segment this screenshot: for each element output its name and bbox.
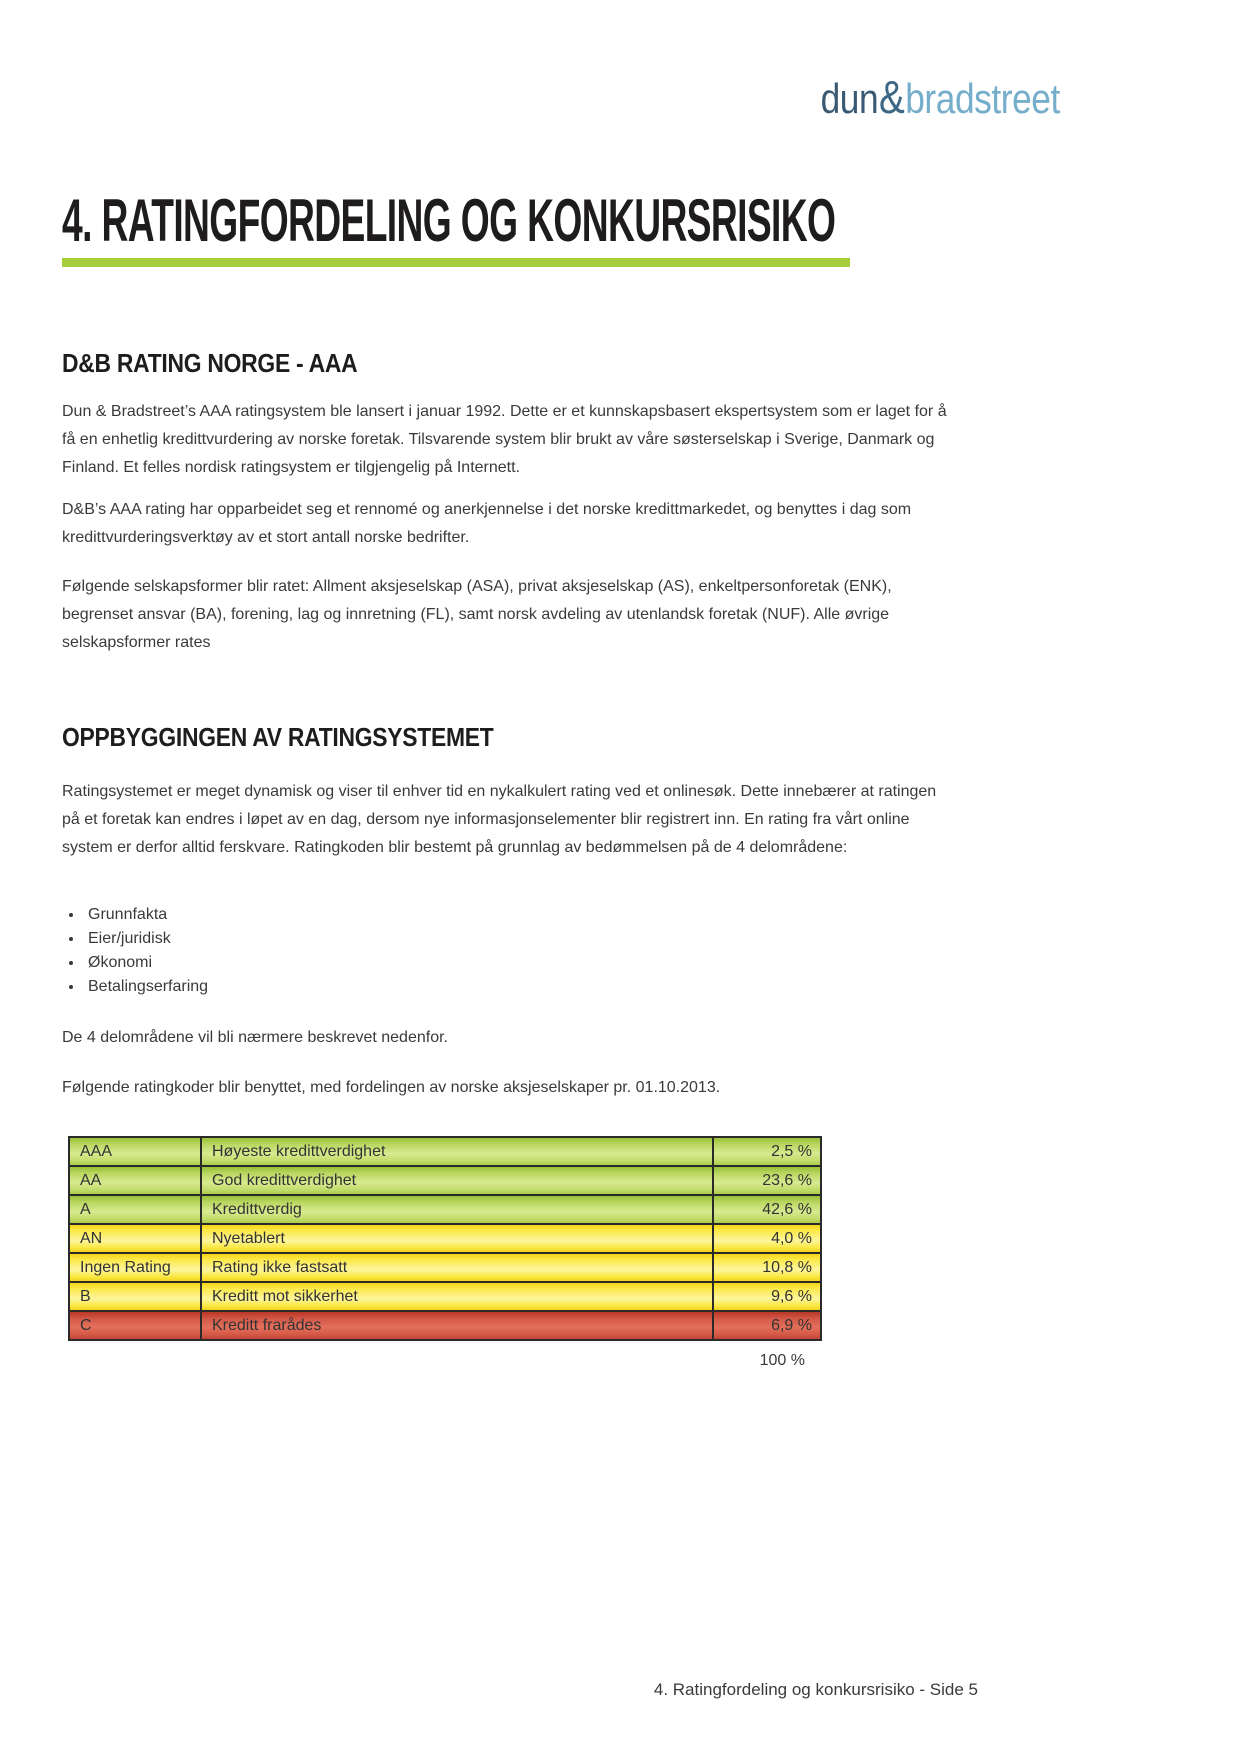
paragraph-rating-reputation: D&B’s AAA rating har opparbeidet seg et rennomé og anerkjennelse i det norske kredittmarkedet, og benyttes i dag som kredittvurderingsverktøy av et stort antall norske bedrifter. [62, 501, 912, 546]
table-row [69, 1166, 821, 1195]
rating-code-cell: C [69, 1311, 201, 1340]
rating-value-cell: 4,0 % [713, 1224, 821, 1253]
table-row [69, 1311, 821, 1340]
page-title [62, 186, 1241, 255]
table-row [69, 1253, 821, 1282]
green-accent-rule [62, 258, 850, 267]
rating-code-cell: B [69, 1282, 201, 1311]
table-row [69, 1224, 821, 1253]
rating-code-cell: AA [69, 1166, 201, 1195]
rating-code-cell: AN [69, 1224, 201, 1253]
paragraph-rating-system-dynamic: Ratingsystemet er meget dynamisk og viser til enhver tid en nykalkulert rating ved et onlinesøk. Dette innebærer at ratingen på et foretak kan endres i løpet av en dag, dersom nye informasjonselementer blir registrert inn. En rating fra vårt online system er derfor alltid ferskvare. Ratingkoden blir bestemt på grunnlag av bedømmelsen på de 4 delområdene: [62, 783, 937, 856]
section-heading-rating-norge: D&B RATING NORGE - AAA [62, 348, 358, 378]
table-row [69, 1282, 821, 1311]
dun-bradstreet-logo [820, 71, 1060, 123]
rating-code-cell: AAA [69, 1137, 201, 1166]
rating-label-cell: Rating ikke fastsatt [201, 1253, 713, 1282]
rating-value-cell: 9,6 % [713, 1282, 821, 1311]
rating-label-cell: Nyetablert [201, 1224, 713, 1253]
rating-value-cell: 23,6 % [713, 1166, 821, 1195]
list-item-okonomi: • Økonomi [84, 951, 208, 975]
rating-distribution-table [68, 1136, 822, 1341]
list-item-grunnfakta: • Grunnfakta [84, 903, 208, 927]
list-item-betalingserfaring: • Betalingserfaring [84, 975, 208, 999]
rating-code-cell: Ingen Rating [69, 1253, 201, 1282]
rating-value-cell: 10,8 % [713, 1253, 821, 1282]
rating-label-cell: Kreditt frarådes [201, 1311, 713, 1340]
paragraph-table-intro: Følgende ratingkoder blir benyttet, med fordelingen av norske aksjeselskaper pr. 01.10.2013. [62, 1079, 721, 1096]
page-footer: 4. Ratingfordeling og konkursrisiko - Side 5 [653, 1680, 978, 1699]
rating-label-cell: Høyeste kredittverdighet [201, 1137, 713, 1166]
rating-code-cell: A [69, 1195, 201, 1224]
rating-value-cell: 2,5 % [713, 1137, 821, 1166]
rating-areas-list [66, 903, 208, 999]
section-heading-oppbyggingen: OPPBYGGINGEN AV RATINGSYSTEMET [62, 722, 494, 752]
rating-label-cell: Kreditt mot sikkerhet [201, 1282, 713, 1311]
rating-value-cell: 42,6 % [713, 1195, 821, 1224]
rating-label-cell: Kredittverdig [201, 1195, 713, 1224]
paragraph-rating-history: Dun & Bradstreet’s AAA ratingsystem ble lansert i januar 1992. Dette er et kunnskapsbasert ekspertsystem som er laget for å få en enhetlig kredittvurdering av norske foretak. Tilsvarende system blir brukt av våre søsterselskap i Sverige, Danmark og Finland. Et felles nordisk ratingsystem er tilgjengelig på Internett. [62, 403, 947, 476]
rating-label-cell: God kredittverdighet [201, 1166, 713, 1195]
logo-ampersand-icon: & [879, 71, 905, 123]
table-row [69, 1137, 821, 1166]
logo-word-dun: dun [820, 75, 879, 122]
table-total-percentage: 100 % [759, 1352, 805, 1369]
page-title-text: 4. RATINGFORDELING OG KONKURSRISIKO [62, 187, 836, 254]
list-item-eier-juridisk: • Eier/juridisk [84, 927, 208, 951]
table-row [69, 1195, 821, 1224]
rating-value-cell: 6,9 % [713, 1311, 821, 1340]
logo-word-bradstreet: bradstreet [905, 75, 1060, 122]
paragraph-company-forms: Følgende selskapsformer blir ratet: Allment aksjeselskap (ASA), privat aksjeselskap (AS), enkeltpersonforetak (ENK), begrenset ansvar (BA), forening, lag og innretning (FL), samt norsk avdeling av utenlandsk foretak (NUF). Alle øvrige selskapsformer rates [62, 578, 892, 651]
paragraph-areas-described: De 4 delområdene vil bli nærmere beskrevet nedenfor. [62, 1029, 448, 1046]
